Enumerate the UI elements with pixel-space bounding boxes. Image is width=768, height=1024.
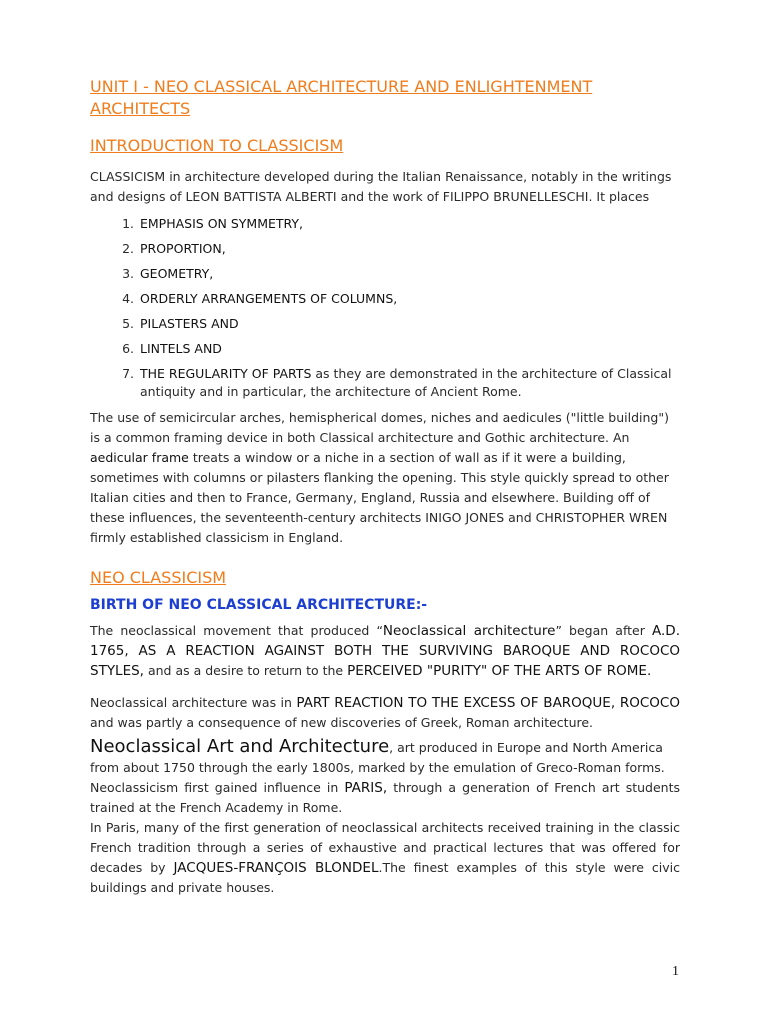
list-item: 4. ORDERLY ARRANGEMENTS OF COLUMNS, <box>138 290 680 308</box>
blondel-paragraph: In Paris, many of the first generation of neoclassical architects received training in the classic French tradition through a series of exhaustive and practical lectures that was offered for decades by JACQUES-FRANÇOIS BLONDEL.The finest examples of this style were civic buildings and private houses. <box>90 820 681 895</box>
document-title: UNIT I - NEO CLASSICAL ARCHITECTURE AND ENLIGHTENMENT ARCHITECTS <box>90 77 593 118</box>
intro-paragraph: CLASSICISM in architecture developed during the Italian Renaissance, notably in the writings and designs of LEON BATTISTA ALBERTI and the work of FILIPPO BRUNELLESCHI. It places <box>90 169 672 204</box>
neo-classicism-heading: NEO CLASSICISM <box>90 568 227 587</box>
list-item: 7. THE REGULARITY OF PARTS as they are demonstrated in the architecture of Classical antiquity and in particular, the architecture of Ancient Rome. <box>138 365 680 401</box>
intro-heading: INTRODUCTION TO CLASSICISM <box>90 136 344 155</box>
art-architecture-paragraph: Neoclassical Art and Architecture, art produced in Europe and North America from about 1750 through the early 1800s, marked by the emulation of Greco-Roman forms. <box>90 736 665 775</box>
classicism-list <box>90 215 680 401</box>
aedicule-paragraph: The use of semicircular arches, hemispherical domes, niches and aedicules ("little building") is a common framing device in both Classical architecture and Gothic architecture. An aedicular frame treats a window or a niche in a section of wall as if it were a building, sometimes with columns or pilasters flanking the opening. This style quickly spread to other Italian cities and then to France, Germany, England, Russia and elsewhere. Building off of these influences, the seventeenth-century architects INIGO JONES and CHRISTOPHER WREN firmly established classicism in England. <box>90 410 669 545</box>
list-item: 5. PILASTERS AND <box>138 315 680 333</box>
document-content <box>90 76 680 898</box>
list-item: 1. EMPHASIS ON SYMMETRY, <box>138 215 680 233</box>
paris-paragraph: Neoclassicism first gained influence in PARIS, through a generation of French art students trained at the French Academy in Rome. <box>90 780 680 815</box>
reaction-paragraph: Neoclassical architecture was in PART REACTION TO THE EXCESS OF BAROQUE, ROCOCO and was partly a consequence of new discoveries of Greek, Roman architecture. <box>90 695 680 730</box>
page-number: 1 <box>672 964 679 979</box>
list-item: 3. GEOMETRY, <box>138 265 680 283</box>
birth-heading: BIRTH OF NEO CLASSICAL ARCHITECTURE:- <box>90 597 428 613</box>
list-item: 6. LINTELS AND <box>138 340 680 358</box>
movement-paragraph: The neoclassical movement that produced “Neoclassical architecture” began after A.D. 1765, AS A REACTION AGAINST BOTH THE SURVIVING BAROQUE AND ROCOCO STYLES, and as a desire to return to the PERCEIVED "PURITY" OF THE ARTS OF ROME. <box>90 623 680 679</box>
list-item: 2. PROPORTION, <box>138 240 680 258</box>
